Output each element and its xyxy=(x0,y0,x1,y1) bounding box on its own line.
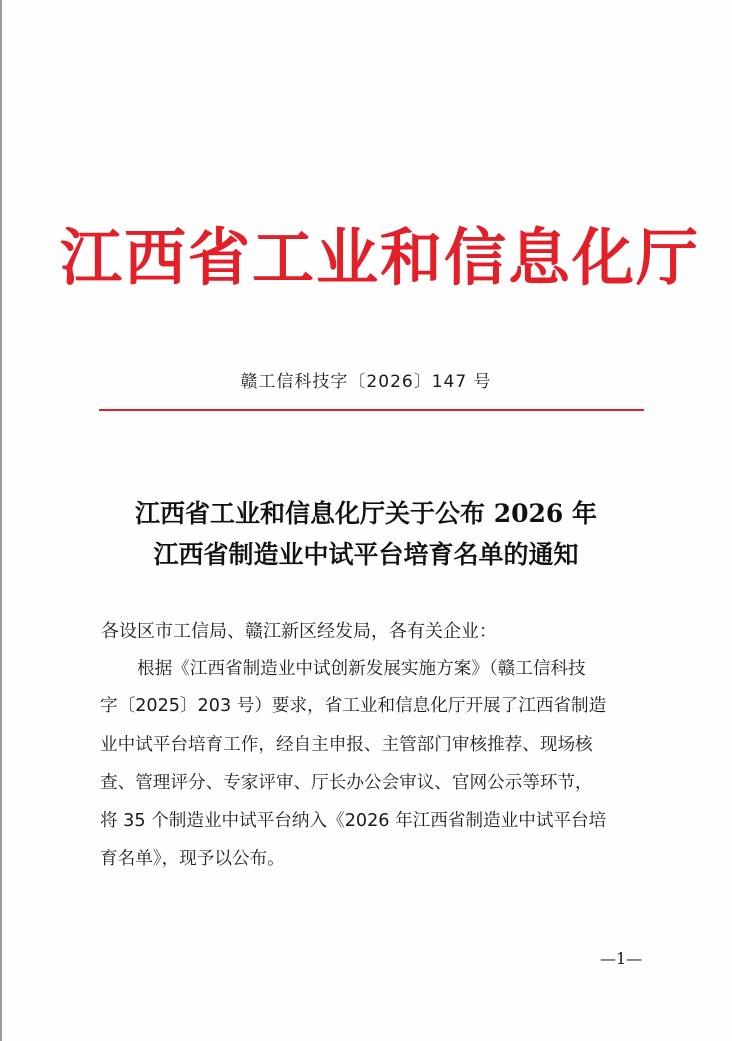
body-line: 根据《江西省制造业中试创新发展实施方案》（赣工信科技 xyxy=(137,659,586,679)
body-line: 业中试平台培育工作，经自主申报、主管部门审核推荐、现场核 xyxy=(100,735,593,755)
page-number: —1— xyxy=(600,949,643,968)
body-line: 查、管理评分、专家评审、厅长办公会审议、官网公示等环节， xyxy=(100,773,593,793)
issuer-heading: 江西省工业和信息化厅 xyxy=(60,221,701,294)
salutation: 各设区市工信局、赣江新区经发局，各有关企业： xyxy=(101,621,497,642)
document-number: 赣工信科技字〔2026〕147 号 xyxy=(240,372,492,392)
body-line: 字〔2025〕203 号）要求，省工业和信息化厅开展了江西省制造 xyxy=(100,696,607,716)
title-line-1: 江西省工业和信息化厅关于公布 2026 年 xyxy=(135,499,597,528)
body-line: 将 35 个制造业中试平台纳入《2026 年江西省制造业中试平台培 xyxy=(100,811,607,831)
red-divider-line xyxy=(99,409,644,411)
title-line-2: 江西省制造业中试平台培育名单的通知 xyxy=(153,540,579,569)
body-line: 育名单》，现予以公布。 xyxy=(100,849,285,869)
